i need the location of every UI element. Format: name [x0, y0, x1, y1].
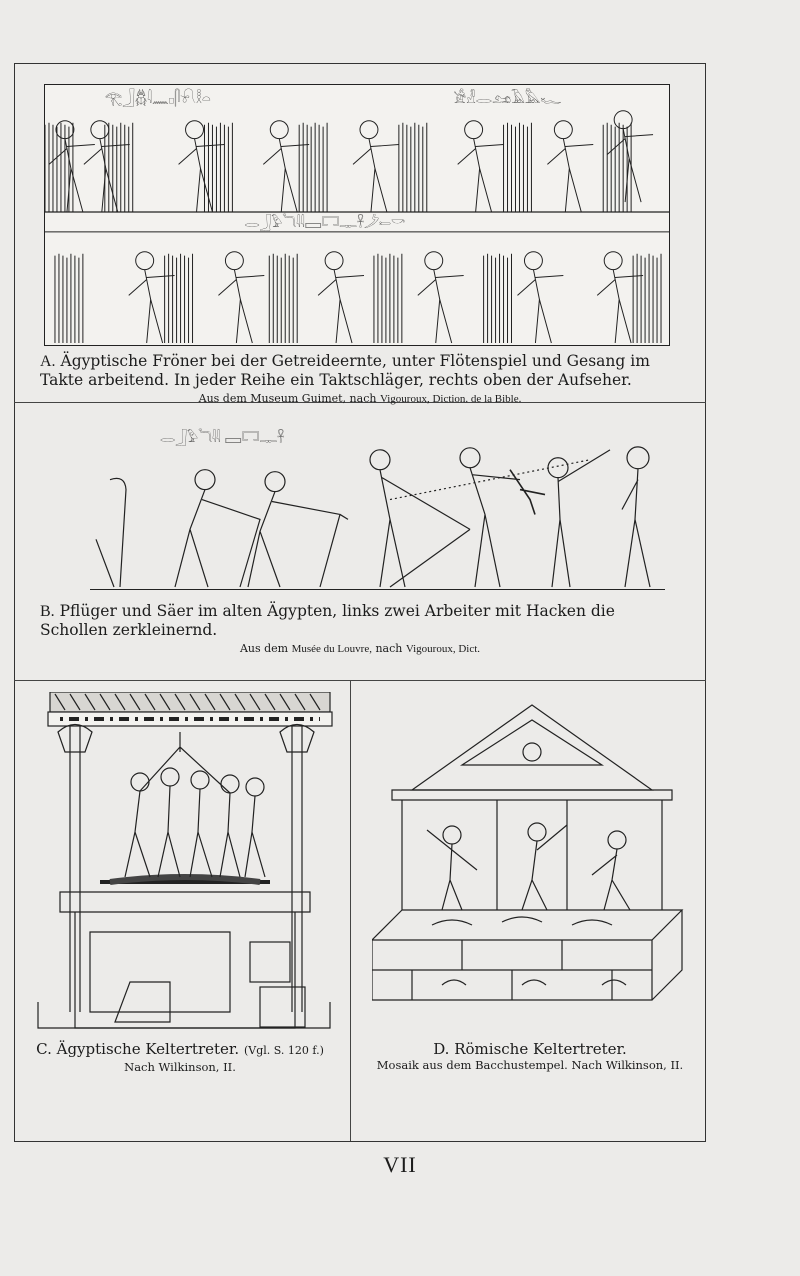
plate-c-caption: Ägyptische Keltertreter.: [56, 1040, 240, 1058]
plate-d-image: [372, 700, 690, 1030]
plate-b-label: B.: [40, 603, 55, 620]
plate-b-caption-block: [40, 602, 680, 655]
plate-a-source-prefix: Aus dem Museum Guimet, nach: [198, 392, 377, 405]
svg-text:𓀀𓁐𓂋𓃭𓄿𓅓𓆑: 𓀀𓁐𓂋𓃭𓄿𓅓𓆑: [453, 90, 562, 107]
plate-b-image: [90, 420, 665, 590]
svg-text:𓂋𓃀𓅱𓆓𓇌 𓈙𓉐𓊃𓋹: 𓂋𓃀𓅱𓆓𓇌 𓈙𓉐𓊃𓋹: [160, 430, 285, 446]
plate-c-caption-block: [20, 1040, 340, 1075]
plate-b-source-prefix: Aus dem: [239, 642, 289, 655]
plate-a-image: [44, 84, 670, 346]
plate-b-source-mid: nach: [375, 642, 403, 655]
plate-d-caption: Römische Keltertreter.: [454, 1040, 627, 1058]
plate-c-label: C.: [36, 1040, 52, 1058]
plate-b-source-ref: Musée du Louvre,: [291, 643, 372, 655]
plate-d-label: D.: [433, 1040, 450, 1058]
plate-c-image: [30, 692, 340, 1030]
plate-a-caption: Ägyptische Fröner bei der Getreideernte, unter Flötenspiel und Gesang im Takte arbeitend. In jeder Reihe ein Taktschläger, rechts oben der Aufseher.: [40, 352, 650, 389]
plate-d-caption-block: [362, 1040, 698, 1073]
divider-b-cd: [14, 680, 706, 681]
svg-text:𓂋𓃀𓅱𓆓𓇌𓈙𓉐𓊃𓋹𓌳𓍿𓎡: 𓂋𓃀𓅱𓆓𓇌𓈙𓉐𓊃𓋹𓌳𓍿𓎡: [244, 215, 405, 231]
plate-b-source-ref2: Vigouroux, Dict.: [405, 643, 481, 655]
plate-b-caption: Pflüger und Säer im alten Ägypten, links zwei Arbeiter mit Hacken die Schollen zerkleinernd.: [40, 602, 615, 639]
plate-a-caption-block: [40, 352, 680, 405]
divider-c-d: [350, 680, 351, 1141]
plate-a-source-ref: Vigouroux, Diction. de la Bible.: [379, 393, 522, 405]
plate-c-source: Nach Wilkinson, II.: [124, 1060, 236, 1074]
plate-d-source: Mosaik aus dem Bacchustempel. Nach Wilkinson, II.: [376, 1058, 684, 1072]
plate-c-note: (Vgl. S. 120 f.): [243, 1044, 324, 1057]
page-number: VII: [383, 1152, 417, 1177]
svg-text:𓂀𓃀𓆣𓇋𓈖𓊪𓋴𓍯𓎛𓏏: 𓂀𓃀𓆣𓇋𓈖𓊪𓋴𓍯𓎛𓏏: [104, 90, 211, 107]
plate-a-label: A.: [40, 353, 56, 370]
